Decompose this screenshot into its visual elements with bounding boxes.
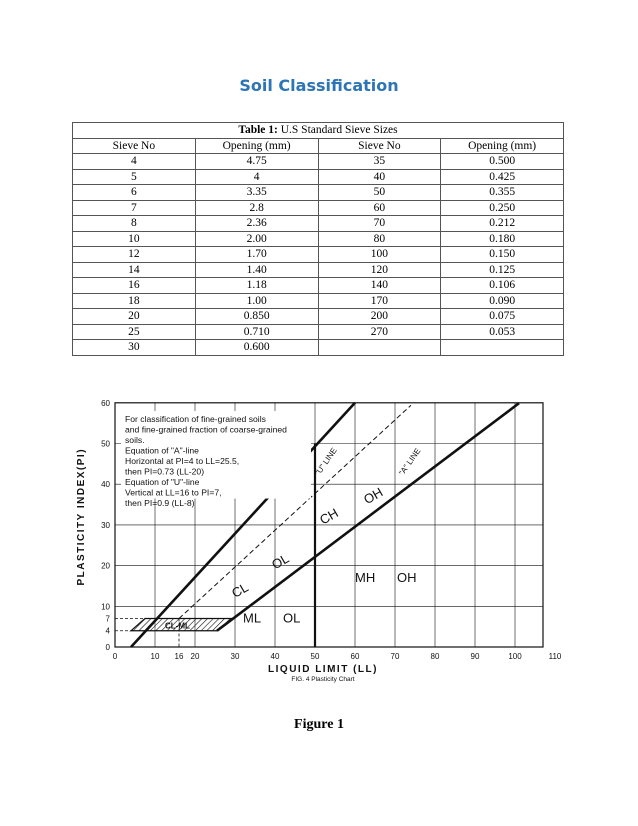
y-axis-label: PLASTICITY INDEX(PI) [76, 447, 87, 586]
chart-note-line: Vertical at LL=16 to PI=7, [125, 487, 222, 498]
zone-label-ch: CH [317, 505, 341, 528]
table-cell: 0.180 [441, 231, 564, 247]
table-cell: 16 [73, 278, 196, 294]
table-cell [441, 340, 564, 356]
table-cell: 0.125 [441, 262, 564, 278]
table-row [73, 185, 564, 201]
table-row [73, 309, 564, 325]
table-row [73, 169, 564, 185]
table-cell: 25 [73, 324, 196, 340]
zone-label-mh: MH [355, 569, 376, 585]
table-row [73, 247, 564, 263]
zone-label-ol: OL [269, 550, 292, 573]
table-cell: 14 [73, 262, 196, 278]
plasticity-chart [70, 388, 570, 693]
chart-note-line: then PI=0.9 (LL-8) [125, 497, 195, 508]
table-caption-text: U.S Standard Sieve Sizes [277, 124, 398, 137]
x-tick-label: 16 [174, 652, 184, 661]
table-cell: 0.355 [441, 185, 564, 201]
x-tick-label: 10 [150, 652, 160, 661]
table-cell: 0.250 [441, 200, 564, 216]
table-row [73, 231, 564, 247]
table-cell: 80 [318, 231, 441, 247]
table-cell [318, 340, 441, 356]
page-title: Soil Classification [239, 76, 399, 95]
table-cell: 170 [318, 293, 441, 309]
table-cell: 2.36 [195, 216, 318, 232]
y-tick-label: 4 [105, 626, 110, 636]
x-tick-label: 80 [430, 652, 440, 661]
x-tick-label: 0 [112, 652, 118, 661]
x-tick-label: 20 [190, 652, 200, 661]
table-cell: 140 [318, 278, 441, 294]
sieve-table [72, 122, 564, 356]
table-cell: 0.710 [195, 324, 318, 340]
table-cell: 200 [318, 309, 441, 325]
x-axis-label: LIQUID LIMIT (LL) [268, 664, 378, 675]
x-tick-label: 30 [230, 652, 240, 661]
table-caption-row [73, 123, 564, 139]
table-cell: 4 [73, 154, 196, 170]
table-header-row [73, 138, 564, 154]
x-tick-label: 40 [270, 652, 280, 661]
table-cell: 100 [318, 247, 441, 263]
col-header: Sieve No [318, 138, 441, 154]
x-tick-label: 100 [508, 652, 522, 661]
table-cell: 1.40 [195, 262, 318, 278]
zone-label-ol-lower: OL [283, 610, 301, 626]
table-cell: 0.150 [441, 247, 564, 263]
y-tick-label: 10 [101, 602, 110, 612]
table-cell: 10 [73, 231, 196, 247]
table-cell: 20 [73, 309, 196, 325]
chart-group [76, 399, 562, 683]
table-cell: 60 [318, 200, 441, 216]
table-cell: 6 [73, 185, 196, 201]
figure-caption: Figure 1 [294, 717, 344, 732]
a-line-label: "A" LINE [397, 446, 423, 478]
table-cell: 4.75 [195, 154, 318, 170]
col-header: Opening (mm) [195, 138, 318, 154]
table-cell: 18 [73, 293, 196, 309]
table-cell: 0.500 [441, 154, 564, 170]
x-tick-label: 70 [390, 652, 400, 661]
table-cell: 70 [318, 216, 441, 232]
table-cell: 0.075 [441, 309, 564, 325]
chart-note-line: Equation of "U"-line [125, 476, 200, 487]
table-caption [73, 123, 564, 139]
table-cell: 120 [318, 262, 441, 278]
zone-label-oh: OH [361, 484, 386, 508]
table-row [73, 340, 564, 356]
y-tick-label: 7 [105, 614, 110, 624]
table-cell: 40 [318, 169, 441, 185]
zone-label-oh-lower: OH [397, 569, 417, 585]
table-row [73, 293, 564, 309]
y-tick-label: 60 [101, 398, 110, 408]
zone-label-ml: ML [243, 610, 262, 626]
table-cell: 4 [195, 169, 318, 185]
table-cell: 0.090 [441, 293, 564, 309]
col-header: Sieve No [73, 138, 196, 154]
chart-caption: FIG. 4 Plasticity Chart [291, 676, 355, 683]
table-cell: 3.35 [195, 185, 318, 201]
table-cell: 0.053 [441, 324, 564, 340]
table-row [73, 324, 564, 340]
x-tick-label: 60 [350, 652, 360, 661]
table-cell: 2.00 [195, 231, 318, 247]
table-cell: 1.00 [195, 293, 318, 309]
table-cell: 35 [318, 154, 441, 170]
table-cell: 0.106 [441, 278, 564, 294]
y-tick-label: 0 [105, 643, 110, 652]
x-tick-label: 110 [548, 652, 562, 661]
table-row [73, 216, 564, 232]
table-cell: 12 [73, 247, 196, 263]
table-cell: 8 [73, 216, 196, 232]
table-cell: 0.600 [195, 340, 318, 356]
table-row [73, 278, 564, 294]
zone-label-cl-ml: CL-ML [165, 621, 190, 631]
table-row [73, 262, 564, 278]
table-cell: 2.8 [195, 200, 318, 216]
y-tick-label: 40 [101, 480, 110, 490]
table-cell: 0.425 [441, 169, 564, 185]
zone-label-cl: CL [229, 579, 251, 601]
table-cell: 270 [318, 324, 441, 340]
y-tick-label: 20 [101, 561, 110, 571]
x-tick-label: 50 [310, 652, 320, 661]
table-row [73, 200, 564, 216]
table-cell: 1.70 [195, 247, 318, 263]
chart-note-line: Equation of "A"-line [125, 445, 199, 456]
table-body [73, 154, 564, 356]
chart-note-line: soils. [125, 434, 145, 445]
y-tick-label: 50 [101, 439, 110, 449]
table-cell: 50 [318, 185, 441, 201]
y-tick-label: 30 [101, 520, 110, 530]
table-caption-prefix: Table 1: [238, 124, 278, 137]
chart-note-line: Horizontal at PI=4 to LL=25.5, [125, 455, 240, 466]
table-cell: 1.18 [195, 278, 318, 294]
table-cell: 7 [73, 200, 196, 216]
chart-note-line: For classification of fine-grained soils [125, 413, 266, 424]
table-cell: 30 [73, 340, 196, 356]
chart-note-line: then PI=0.73 (LL-20) [125, 466, 205, 477]
table-cell: 0.850 [195, 309, 318, 325]
table-cell: 0.212 [441, 216, 564, 232]
table-row [73, 154, 564, 170]
u-line-label: "U" LINE [313, 446, 339, 478]
col-header: Opening (mm) [441, 138, 564, 154]
chart-note-line: and fine-grained fraction of coarse-grained [125, 424, 287, 435]
table-cell: 5 [73, 169, 196, 185]
x-tick-label: 90 [470, 652, 480, 661]
